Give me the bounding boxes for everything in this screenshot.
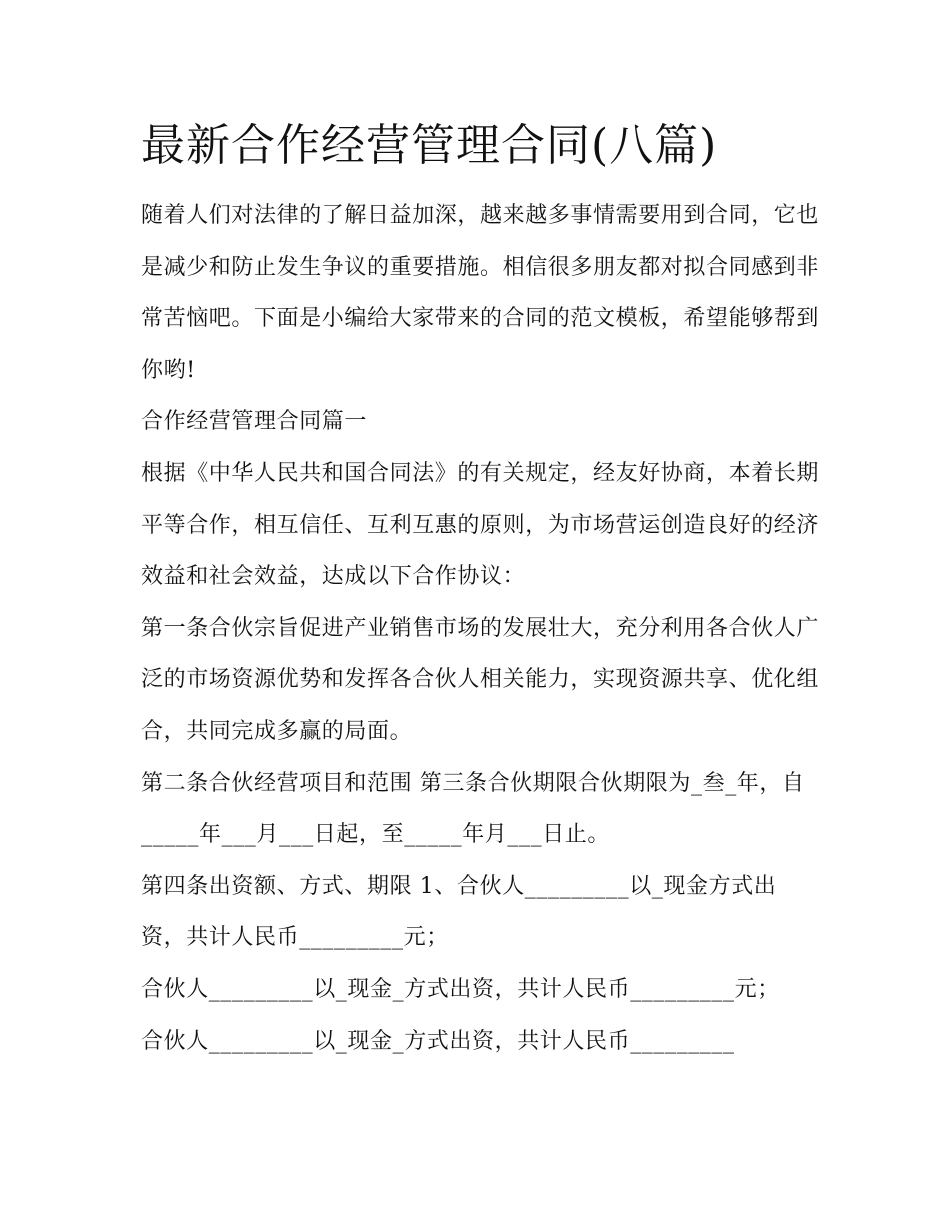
document-body bbox=[141, 190, 820, 1067]
partner-contribution-paragraph: 合伙人_________以_现金_方式出资，共计人民币_________ bbox=[141, 1028, 735, 1054]
article-two-three-paragraph: 第二条合伙经营项目和范围 第三条合伙期限合伙期限为_叁_年，自_____年___月___日起，至_____年月___日止。 bbox=[141, 770, 805, 848]
intro-paragraph: 随着人们对法律的了解日益加深，越来越多事情需要用到合同，它也是减少和防止发生争议的重要措施。相信很多朋友都对拟合同感到非常苦恼吧。下面是小编给大家带来的合同的范文模板，希望能够帮到你哟! bbox=[141, 203, 820, 383]
section-heading: 合作经营管理合同篇一 bbox=[141, 409, 368, 435]
body-paragraph: 根据《中华人民共和国合同法》的有关规定，经友好协商，本着长期平等合作，相互信任、互利互惠的原则，为市场营运创造良好的经济效益和社会效益，达成以下合作协议： bbox=[141, 460, 820, 590]
article-four-paragraph: 第四条出资额、方式、期限 1、合伙人_________以_现金方式出资，共计人民币_________元； bbox=[141, 873, 777, 951]
document-title: 最新合作经营管理合同(八篇) bbox=[141, 120, 718, 171]
partner-contribution-paragraph: 合伙人_________以_现金_方式出资，共计人民币_________元； bbox=[141, 976, 780, 1002]
article-one-paragraph: 第一条合伙宗旨促进产业销售市场的发展壮大，充分利用各合伙人广泛的市场资源优势和发挥各合伙人相关能力，实现资源共享、优化组合，共同完成多赢的局面。 bbox=[141, 615, 820, 744]
